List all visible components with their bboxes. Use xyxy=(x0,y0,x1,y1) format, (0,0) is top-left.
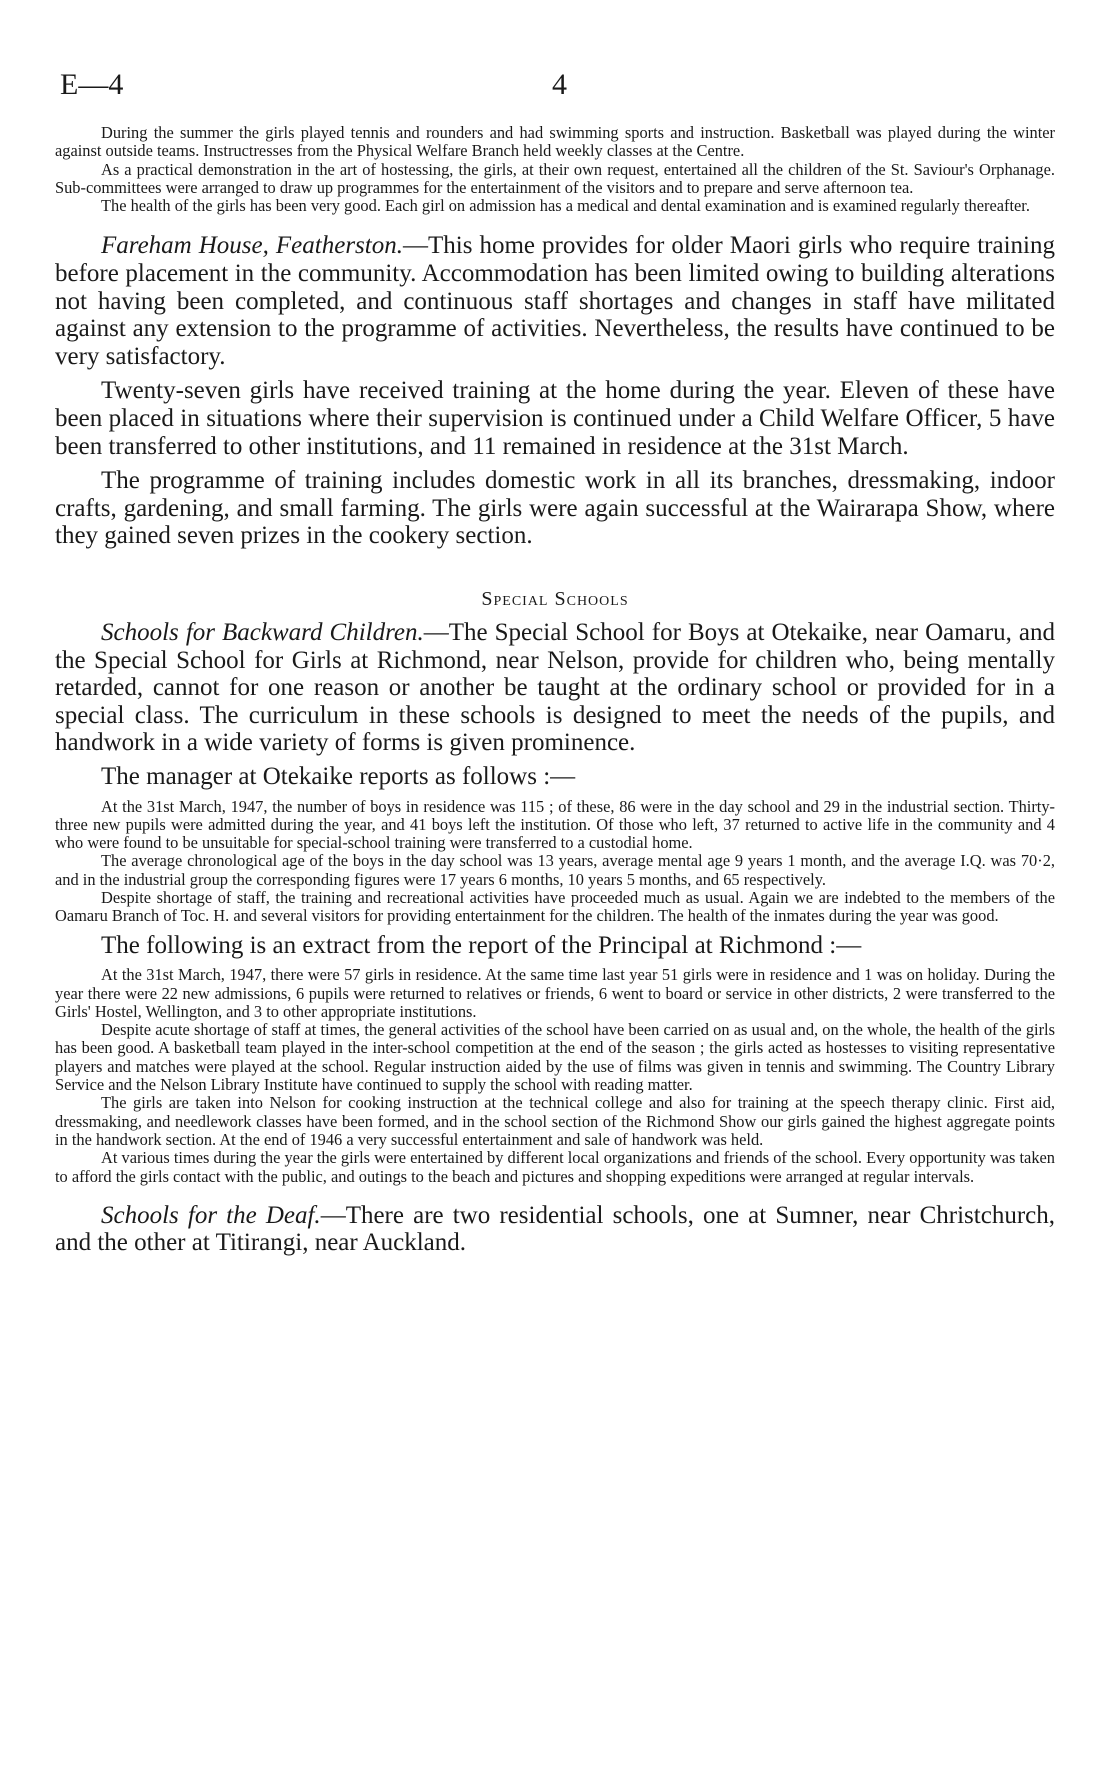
fareham-title: Fareham House, Featherston. xyxy=(101,232,403,260)
otekaike-intro: The manager at Otekaike reports as follows :— xyxy=(101,762,576,790)
paragraph-schools-deaf xyxy=(55,1202,1055,1257)
deaf-text: —There are two residential schools, one at Sumner, near Christchurch, and the other at Titirangi, near Auckland. xyxy=(55,1201,1055,1257)
paragraph-backward-children xyxy=(55,619,1055,757)
deaf-title: Schools for the Deaf. xyxy=(101,1201,321,1229)
backward-title: Schools for Backward Children. xyxy=(101,619,424,647)
paragraph-richmond-activities: Despite acute shortage of staff at times, the general activities of the school have been carried on as usual and, on the whole, the health of the girls has been good. A basketball team played in the inter-school competition at the end of the season ; the girls acted as hostesses to visiting representative players and matches were played at the school. Regular instruction aided by the use of films was given in tennis and swimming. The Country Library Service and the Nelson Library Institute have continued to supply the school with reading matter. xyxy=(55,1020,1055,1095)
paragraph-otekaike-numbers: At the 31st March, 1947, the number of boys in residence was 115 ; of these, 86 were in the day school and 29 in the industrial section. Thirty-three new pupils were admitted during the year, and 41 boys left the institution. Of those who left, 37 returned to active life in the community and 4 who were found to be unsuitable for special-school training were transferred to a custodial home. xyxy=(55,796,1055,853)
paragraph-richmond-outings: At various times during the year the girls were entertained by different local organizations and friends of the school. Every opportunity was taken to afford the girls contact with the public, and outings to the beach and pictures and shopping expeditions were arranged at regular intervals. xyxy=(55,1148,1055,1186)
document-code: E—4 xyxy=(60,68,124,101)
paragraph-richmond-numbers: At the 31st March, 1947, there were 57 girls in residence. At the same time last year 51 girls were in residence and 1 was on holiday. During the year there were 22 new admissions, 6 pupils were returned to relatives or friends, 6 went to board or service in other districts, 2 were transferred to the Girls' Hostel, Wellington, and 3 to other appropriate institutions. xyxy=(55,965,1055,1021)
paragraph-fareham-programme: The programme of training includes domestic work in all its branches, dressmaking, indoor crafts, gardening, and small farming. The girls were again successful at the Wairarapa Show, where they gained seven prizes in the cookery section. xyxy=(55,467,1055,550)
paragraph-richmond-training: The girls are taken into Nelson for cooking instruction at the technical college and also for training at the speech therapy clinic. First aid, dressmaking, and needlework classes have been formed, and in the school section of the Richmond Show our girls gained the highest aggregate points in the handwork section. At the end of 1946 a very successful entertainment and sale of handwork was held. xyxy=(55,1093,1055,1149)
richmond-intro: The following is an extract from the report of the Principal at Richmond :— xyxy=(101,931,862,959)
document-page xyxy=(55,70,1055,1257)
paragraph-fareham-training: Twenty-seven girls have received training at the home during the year. Eleven of these have been placed in situations where their supervision is continued under a Child Welfare Officer, 5 have been transferred to other institutions, and 11 remained in residence at the 31st March. xyxy=(55,377,1055,460)
page-header xyxy=(55,70,1055,108)
section-heading-special-schools: Special Schools xyxy=(481,588,629,611)
paragraph-health: The health of the girls has been very good. Each girl on admission has a medical and dental examination and is examined regularly thereafter. xyxy=(101,196,1030,216)
paragraph-otekaike-ages: The average chronological age of the boys in the day school was 13 years, average mental age 9 years 1 month, and the average I.Q. was 70·2, and in the industrial group the corresponding figures were 17 years 6 months, 10 years 5 months, and 65 respectively. xyxy=(55,851,1055,889)
page-number: 4 xyxy=(552,68,567,101)
backward-text: —The Special School for Boys at Otekaike, near Oamaru, and the Special School for Girls at Richmond, near Nelson, provide for children who, being mentally retarded, cannot for one reason or another be taught at the ordinary school or provided for in a special class. The curriculum in these schools is designed to meet the needs of the pupils, and handwork in a wide variety of forms is given prominence. xyxy=(55,619,1055,757)
paragraph-summer-sports: During the summer the girls played tennis and rounders and had swimming sports and instruction. Basketball was played during the winter against outside teams. Instructresses from the Physical Welfare Branch held weekly classes at the Centre. xyxy=(55,123,1055,161)
paragraph-fareham-house xyxy=(55,232,1055,370)
fareham-text: —This home provides for older Maori girls who require training before placement in the community. Accommodation has been limited owing to building alterations not having been completed, and continuous staff shortages and changes in staff have militated against any extension to the programme of activities. Nevertheless, the results have continued to be very satisfactory. xyxy=(55,232,1055,370)
paragraph-hostessing: As a practical demonstration in the art of hostessing, the girls, at their own request, entertained all the children of the St. Saviour's Orphanage. Sub-committees were arranged to draw up programmes for the entertainment of the visitors and to prepare and serve afternoon tea. xyxy=(55,159,1055,197)
paragraph-otekaike-activities: Despite shortage of staff, the training and recreational activities have proceeded much as usual. Again we are indebted to the members of the Oamaru Branch of Toc. H. and several visitors for providing entertainment for the children. The health of the inmates during the year was good. xyxy=(55,888,1055,926)
